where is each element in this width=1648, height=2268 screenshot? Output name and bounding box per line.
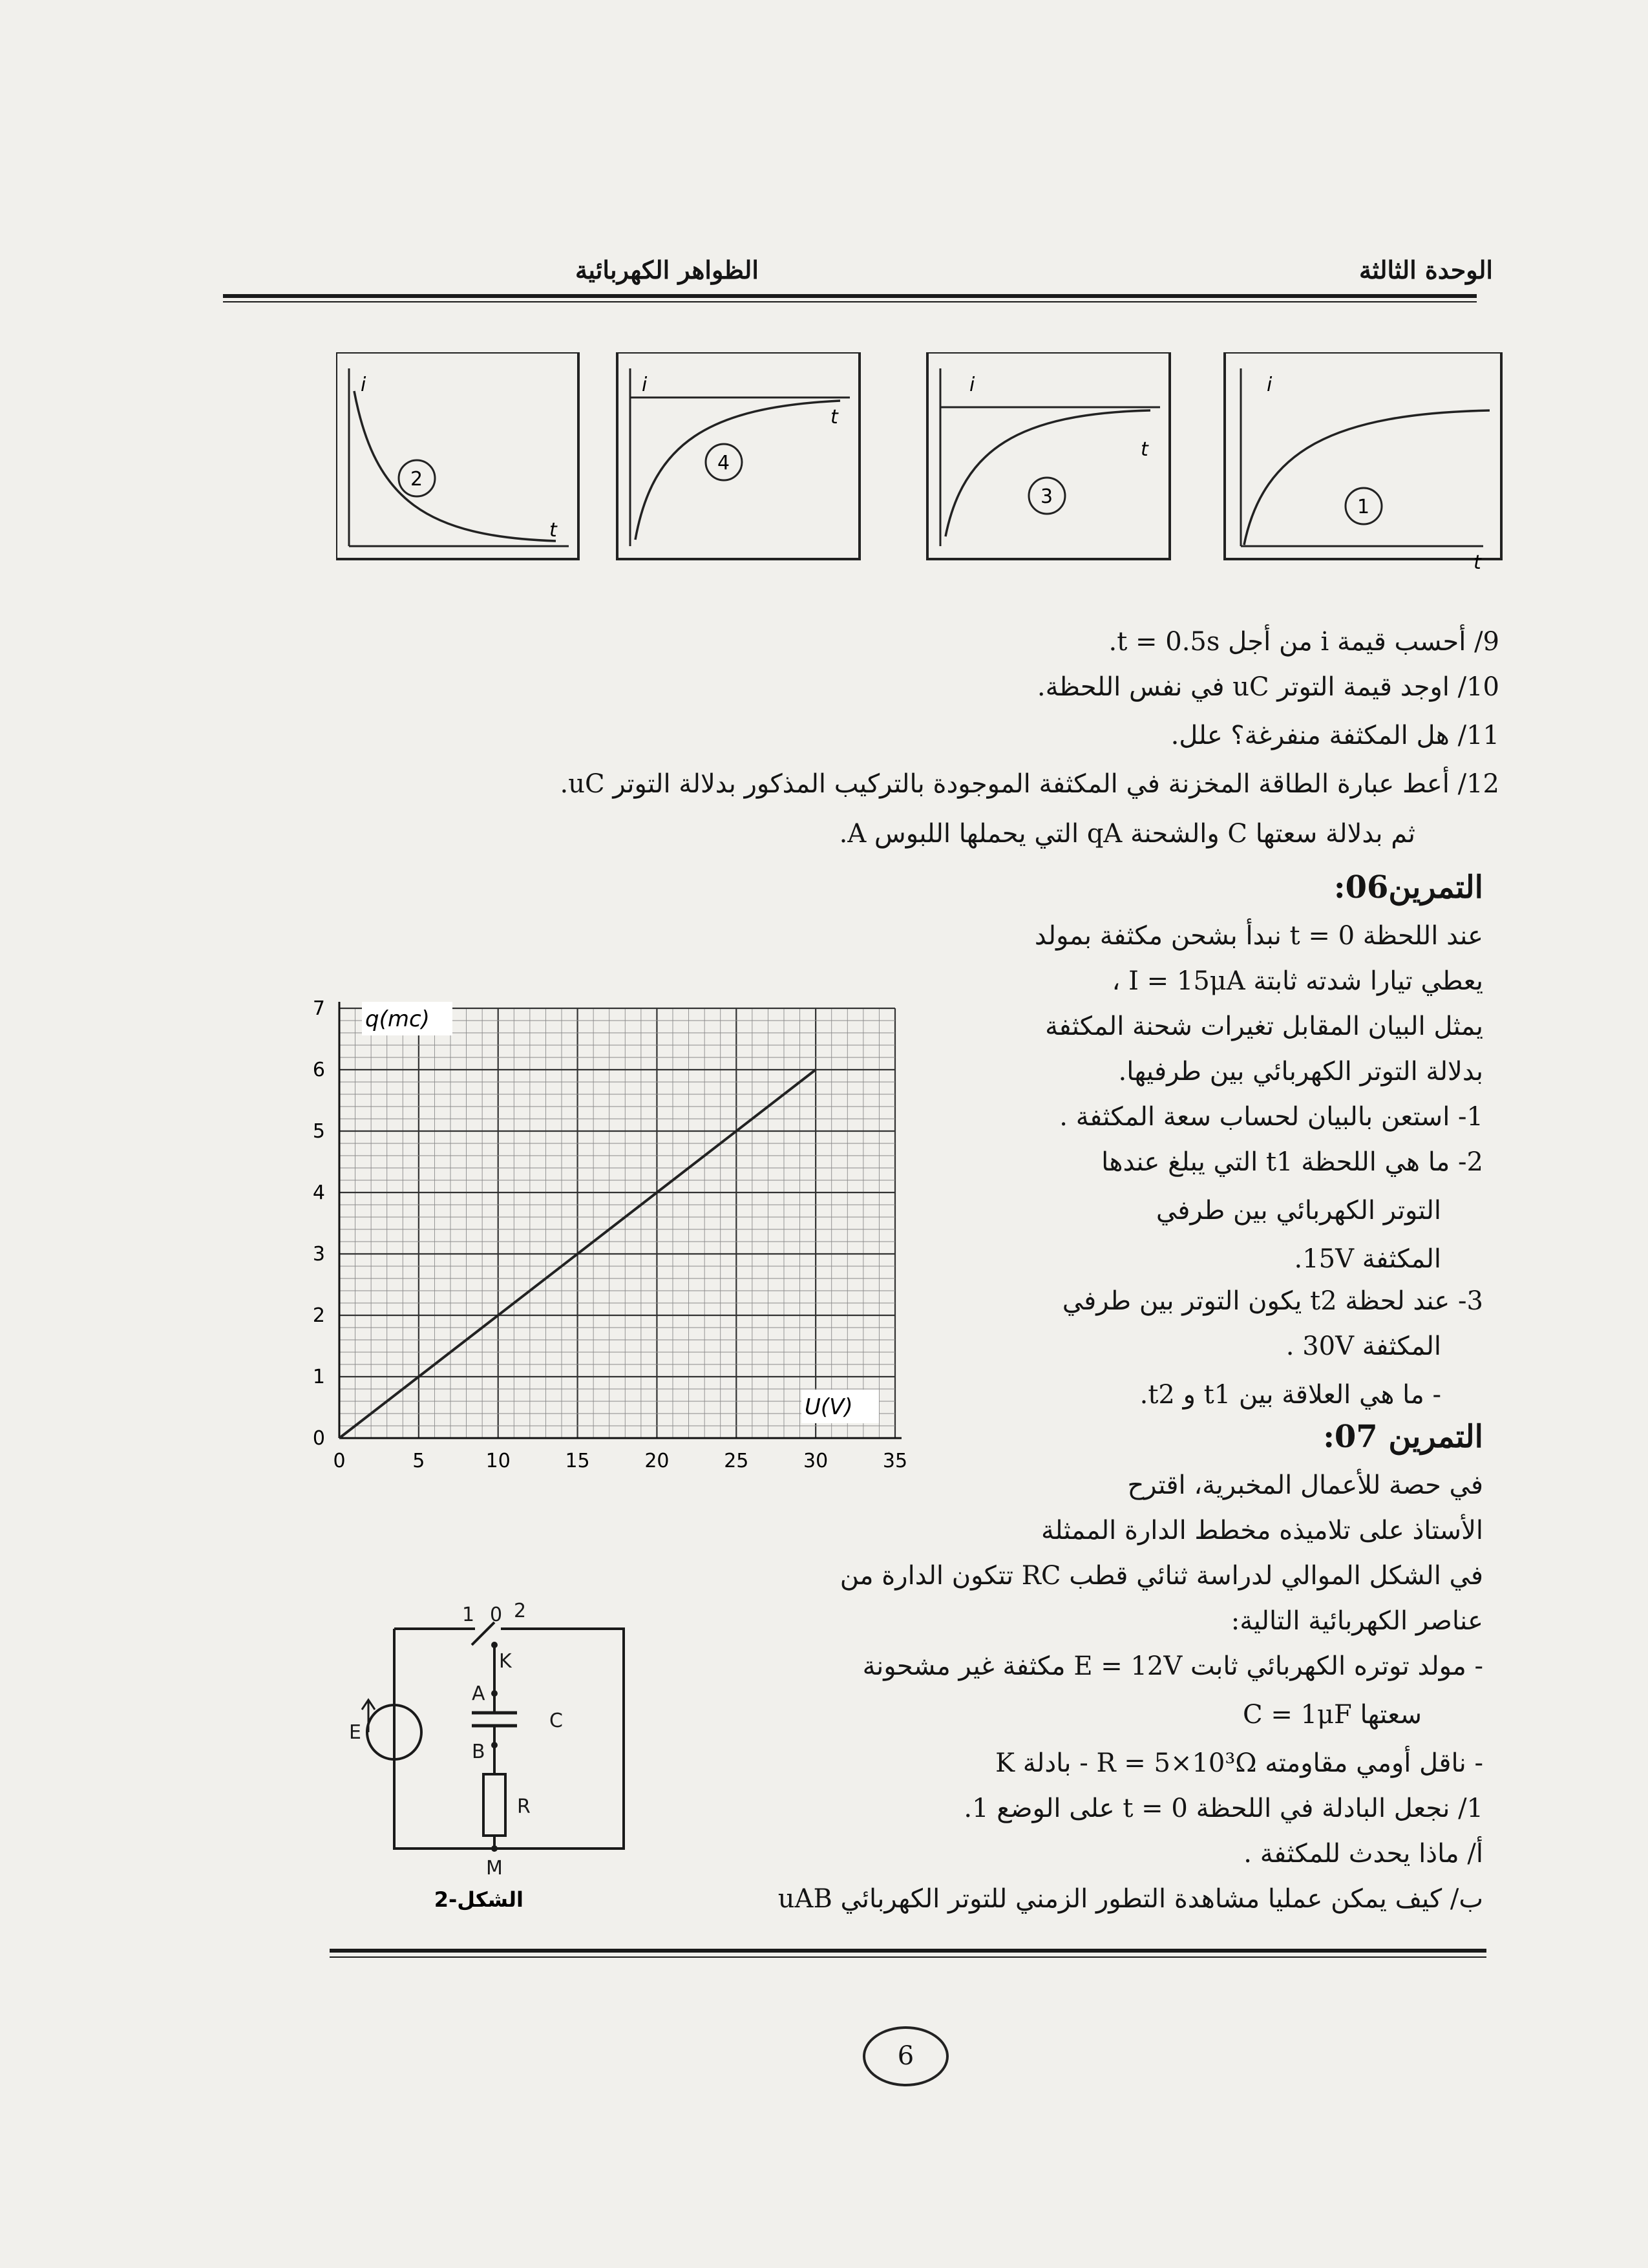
figure-caption: الشكل-2 (434, 1887, 523, 1912)
question-number: 10/ (1457, 672, 1499, 702)
topic-title: الظواهر الكهربائية (575, 255, 759, 284)
question-text: ثم بدلالة سعتها C والشحنة qA التي يحملها اللبوس A. (839, 819, 1415, 849)
y-axis-label: q(mc) (365, 1006, 430, 1032)
x-tick-label: 15 (565, 1450, 590, 1472)
i-axis-label: i (969, 374, 975, 396)
ex07-line-6: سعتها C = 1μF (1243, 1700, 1422, 1730)
label-pos0: 0 (490, 1604, 503, 1626)
ex06-item-2-cont: التوتر الكهربائي بين طرفي (1156, 1196, 1441, 1225)
question-12 (560, 766, 1499, 802)
ex06-intro-1: عند اللحظة t = 0 نبدأ بشحن مكثفة بمولد (1034, 921, 1483, 951)
label-K: K (499, 1650, 512, 1673)
ex06-item-3-question: - ما هي العلاقة بين t1 و t2. (1139, 1380, 1441, 1410)
charge-voltage-chart (304, 982, 944, 1506)
ex06-intro-3: يمثل البيان المقابل تغيرات شحنة المكثفة (1045, 1012, 1483, 1041)
capacitor-plates (472, 1713, 517, 1726)
curve-panel-4 (617, 352, 860, 559)
label-C: C (549, 1710, 563, 1732)
ex07-line-8: 1/ نجعل البادلة في اللحظة t = 0 على الوضع 1. (964, 1794, 1483, 1823)
question-number: 9/ (1474, 627, 1499, 657)
i-axis-label: i (361, 374, 366, 396)
curve-frame (927, 352, 1170, 559)
y-tick-label: 5 (312, 1120, 325, 1143)
x-tick-label: 20 (644, 1450, 670, 1472)
label-pos1: 1 (462, 1604, 475, 1626)
ex07-line-5: - مولد توتره الكهربائي ثابت E = 12V مكثفة غير مشحونة (862, 1651, 1483, 1681)
question-text: أعط عبارة الطاقة المخزنة في المكثفة الموجودة بالتركيب المذكور بدلالة التوتر uC. (560, 769, 1450, 799)
t-axis-label: t (549, 519, 557, 542)
y-tick-label: 2 (312, 1304, 325, 1327)
ex06-item-3-cont: المكثفة 30V . (1285, 1331, 1441, 1361)
x-tick-label: 25 (724, 1450, 749, 1472)
x-tick-label: 5 (412, 1450, 425, 1472)
question-text: اوجد قيمة التوتر uC في نفس اللحظة. (1037, 672, 1450, 702)
y-tick-label: 4 (312, 1182, 325, 1204)
question-9 (1109, 624, 1500, 660)
item-number: 3- (1458, 1286, 1483, 1316)
circuit-labels (349, 1600, 563, 1880)
footer-rule-thin (330, 1956, 1486, 1958)
header-rule-thin (223, 301, 1477, 302)
question-10 (1037, 669, 1499, 705)
unit-title: الوحدة الثالثة (1359, 255, 1493, 284)
question-text: أحسب قيمة i من أجل t = 0.5s. (1108, 627, 1466, 657)
i-axis-label: i (1267, 374, 1273, 396)
x-tick-label: 35 (882, 1450, 908, 1472)
ex06-intro-2: يعطي تيارا شدته ثابتة I = 15μA ، (1112, 966, 1483, 996)
node-M (491, 1845, 498, 1852)
item-number: 2- (1458, 1147, 1483, 1177)
curve-panel-2 (336, 352, 578, 559)
question-11 (1171, 717, 1499, 754)
node-B (491, 1742, 498, 1748)
curve-number: 4 (717, 452, 730, 474)
item-text: عند لحظة t2 يكون التوتر بين طرفي (1062, 1286, 1450, 1316)
curve-frame (617, 352, 860, 559)
y-tick-label: 3 (312, 1243, 325, 1266)
label-E: E (349, 1721, 361, 1744)
rising-curve-below (635, 401, 840, 540)
ex06-item-3 (1062, 1283, 1483, 1319)
curve-panel-1 (1225, 352, 1501, 574)
curve-panel-3 (927, 352, 1170, 559)
header-rule (223, 294, 1477, 298)
y-tick-label: 6 (312, 1059, 325, 1081)
y-tick-label: 1 (312, 1366, 325, 1388)
exercise-07-title: التمرين 07: (1323, 1419, 1483, 1455)
ex07-line-4: عناصر الكهربائية التالية: (1231, 1606, 1483, 1636)
resistor (483, 1774, 505, 1836)
question-text: هل المكثفة منفرغة؟ علل. (1170, 721, 1450, 750)
ex06-item-1 (1059, 1099, 1483, 1135)
question-number: 12/ (1457, 769, 1499, 799)
growth-curve (945, 410, 1150, 536)
label-R: R (517, 1796, 531, 1818)
node-K (491, 1642, 498, 1648)
t-axis-label: t (830, 406, 838, 429)
footer-rule (330, 1949, 1486, 1953)
ex06-item-2-cont2: المكثفة 15V. (1294, 1244, 1441, 1274)
t-axis-label: t (1474, 551, 1481, 574)
exercise-06-title: التمرين06: (1333, 869, 1483, 906)
label-B: B (472, 1741, 485, 1763)
y-tick-label: 7 (312, 997, 325, 1020)
item-number: 1- (1458, 1102, 1483, 1132)
ex07-line-1: في حصة للأعمال المخبرية، اقترح (1127, 1470, 1483, 1500)
label-pos2: 2 (514, 1600, 527, 1622)
ex07-line-3: في الشكل الموالي لدراسة ثنائي قطب RC تتكون الدارة من (840, 1561, 1483, 1591)
ex06-item-2 (1101, 1144, 1483, 1180)
curve-number: 1 (1357, 496, 1370, 518)
y-tick-label: 0 (312, 1427, 325, 1450)
curve-number: 2 (410, 468, 423, 491)
curve-number: 3 (1041, 485, 1053, 508)
circuit-wires (362, 1622, 624, 1849)
x-tick-label: 10 (485, 1450, 511, 1472)
ex07-line-10: ب/ كيف يمكن عمليا مشاهدة التطور الزمني للتوتر الكهربائي uAB (777, 1884, 1483, 1914)
label-M: M (486, 1857, 503, 1880)
decay-curve (354, 391, 556, 541)
page-number: 6 (863, 2026, 949, 2086)
x-tick-label: 0 (333, 1450, 346, 1472)
current-curves-row (336, 352, 1503, 582)
item-text: استعن بالبيان لحساب سعة المكثفة . (1059, 1102, 1450, 1132)
ex07-line-9: أ/ ماذا يحدث للمكثفة . (1243, 1839, 1483, 1869)
node-A (491, 1690, 498, 1697)
curve-frame (336, 352, 578, 559)
label-A: A (472, 1682, 485, 1705)
ex07-line-7: - ناقل أومي مقاومته R = 5×10³Ω - بادلة K (995, 1748, 1483, 1778)
rc-circuit-diagram (349, 1596, 646, 1920)
i-axis-label: i (642, 374, 648, 396)
ex07-line-2: الأستاذ على تلاميذه مخطط الدارة الممثلة (1041, 1516, 1483, 1545)
item-text: ما هي اللحظة t1 التي يبلغ عندها (1101, 1147, 1450, 1177)
page-header (226, 255, 1493, 288)
question-number: 11/ (1457, 721, 1499, 750)
question-12-cont (840, 816, 1415, 852)
x-tick-label: 30 (803, 1450, 829, 1472)
ex06-intro-4: بدلالة التوتر الكهربائي بين طرفيها. (1118, 1057, 1483, 1086)
t-axis-label: t (1141, 438, 1148, 461)
x-axis-label: U(V) (805, 1394, 853, 1420)
